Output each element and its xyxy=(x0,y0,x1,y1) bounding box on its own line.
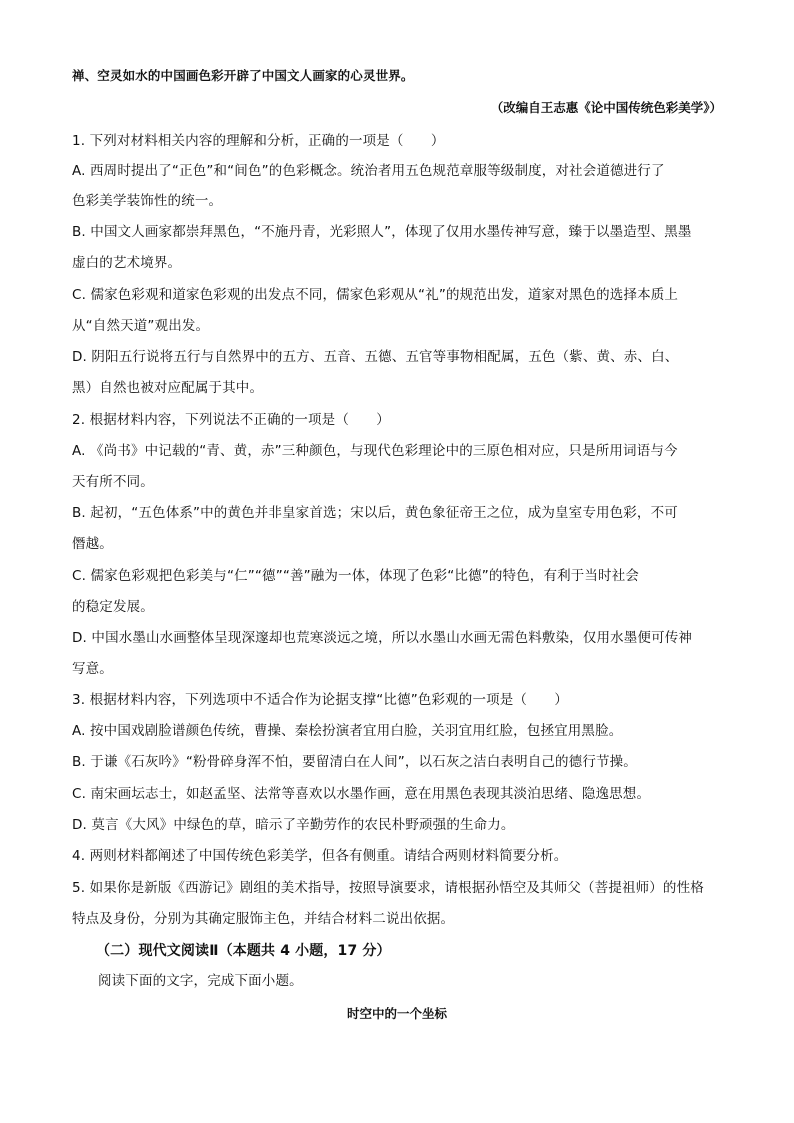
source-citation: （改编自王志惠《论中国传统色彩美学》） xyxy=(490,100,722,115)
question-1-option-d-line-1: D. 阴阳五行说将五行与自然界中的五方、五音、五德、五官等事物相配属，五色（紫、黄、赤、白、 xyxy=(72,349,679,365)
question-2-option-d-line-1: D. 中国水墨山水画整体呈现深邃却也荒寒淡远之境，所以水墨山水画无需色料敷染，仅用水墨便可传神 xyxy=(72,630,693,646)
question-1-option-a-line-1: A. 西周时提出了“正色”和“间色”的色彩概念。统治者用五色规范章服等级制度，对社会道德进行了 xyxy=(72,163,665,179)
question-3-option-a: A. 按中国戏剧脸谱颜色传统，曹操、秦桧扮演者宜用白脸，关羽宜用红脸，包拯宜用黑脸。 xyxy=(72,723,623,739)
question-1-option-c-line-2: 从“自然天道”观出发。 xyxy=(72,318,210,334)
question-2-option-c-line-1: C. 儒家色彩观把色彩美与“仁”“德”“善”融为一体，体现了色彩“比德”的特色，有利于当时社会 xyxy=(72,568,640,584)
question-1-option-b-line-2: 虚白的艺术境界。 xyxy=(72,255,182,271)
question-2-option-a-line-1: A. 《尚书》中记载的“青、黄，赤”三种颜色，与现代色彩理论中的三原色相对应，只是所用词语与今 xyxy=(72,443,678,459)
question-2-option-c-line-2: 的稳定发展。 xyxy=(72,599,154,615)
passage-title: 时空中的一个坐标 xyxy=(346,1006,447,1021)
question-2-option-b-line-2: 僭越。 xyxy=(72,536,113,552)
question-4: 4. 两则材料都阐述了中国传统色彩美学，但各有侧重。请结合两则材料简要分析。 xyxy=(72,848,568,864)
question-5-line-1: 5. 如果你是新版《西游记》剧组的美术指导，按照导演要求，请根据孙悟空及其师父（菩提祖师）的性格 xyxy=(72,880,704,896)
question-1-option-a-line-2: 色彩美学装饰性的统一。 xyxy=(72,193,223,209)
question-2-option-b-line-1: B. 起初，“五色体系”中的黄色并非皇家首选；宋以后，黄色象征帝王之位，成为皇室专用色彩，不可 xyxy=(72,505,678,521)
question-1-option-c-line-1: C. 儒家色彩观和道家色彩观的出发点不同，儒家色彩观从“礼”的规范出发，道家对黑色的选择本质上 xyxy=(72,287,679,303)
question-1-stem: 1. 下列对材料相关内容的理解和分析，正确的一项是（ ） xyxy=(72,133,445,149)
reading-instruction: 阅读下面的文字，完成下面小题。 xyxy=(98,973,303,989)
question-1-option-b-line-1: B. 中国文人画家都崇拜黑色，“不施丹青，光彩照人”，体现了仅用水墨传神写意，臻于以墨造型、黑墨 xyxy=(72,224,692,240)
opening-line: 禅、空灵如水的中国画色彩开辟了中国文人画家的心灵世界。 xyxy=(72,68,414,83)
question-2-stem: 2. 根据材料内容，下列说法不正确的一项是（ ） xyxy=(72,412,390,428)
question-3-option-c: C. 南宋画坛志士，如赵孟坚、法常等喜欢以水墨作画，意在用黑色表现其淡泊思绪、隐逸思想。 xyxy=(72,786,651,802)
question-2-option-d-line-2: 写意。 xyxy=(72,661,113,677)
question-2-option-a-line-2: 天有所不同。 xyxy=(72,474,154,490)
question-3-option-d: D. 莫言《大风》中绿色的草，暗示了辛勤劳作的农民朴野顽强的生命力。 xyxy=(72,817,515,833)
section-heading: （二）现代文阅读Ⅱ（本题共 4 小题，17 分） xyxy=(96,943,391,959)
question-1-option-d-line-2: 黑）自然也被对应配属于其中。 xyxy=(72,380,264,396)
question-3-option-b: B. 于谦《石灰吟》“粉骨碎身浑不怕，要留清白在人间”，以石灰之洁白表明自己的德行节操。 xyxy=(72,754,637,770)
question-5-line-2: 特点及身份，分别为其确定服饰主色，并结合材料二说出依据。 xyxy=(72,911,455,927)
question-3-stem: 3. 根据材料内容，下列选项中不适合作为论据支撑“比德”色彩观的一项是（ ） xyxy=(72,692,569,708)
